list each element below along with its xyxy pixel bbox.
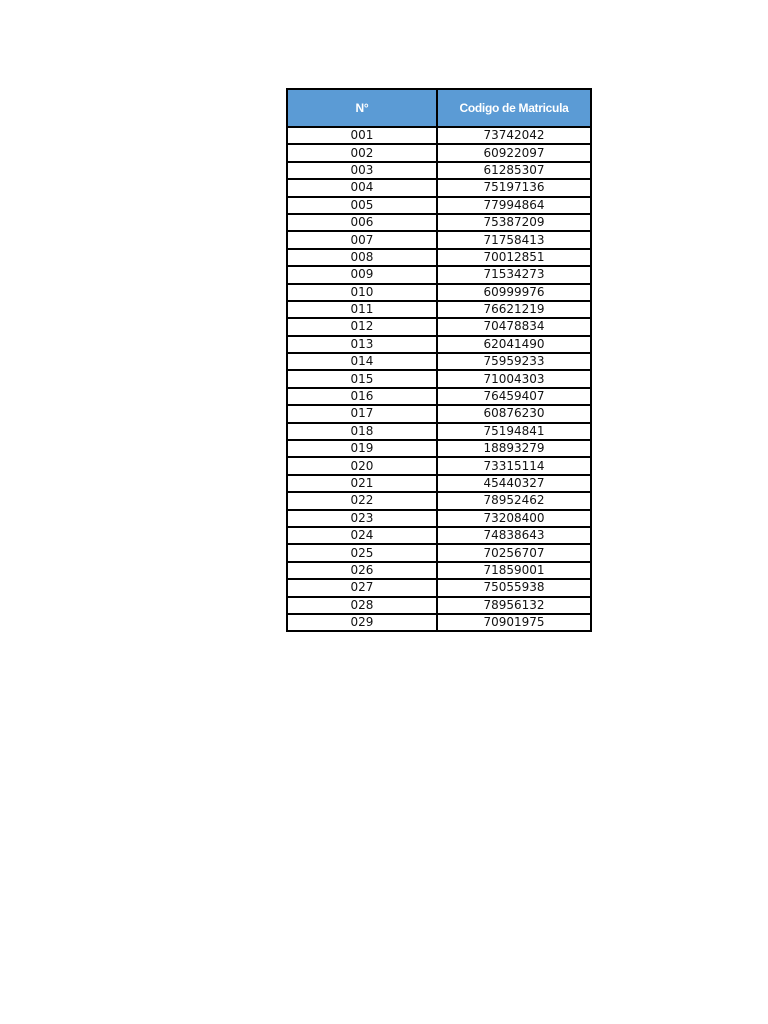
cell-number: 027 bbox=[287, 579, 437, 596]
cell-number: 021 bbox=[287, 475, 437, 492]
cell-enrollment-code: 70901975 bbox=[437, 614, 591, 631]
cell-enrollment-code: 75194841 bbox=[437, 423, 591, 440]
cell-enrollment-code: 61285307 bbox=[437, 162, 591, 179]
table-row bbox=[287, 370, 591, 387]
cell-enrollment-code: 60922097 bbox=[437, 144, 591, 161]
table-body bbox=[287, 127, 591, 631]
table-row bbox=[287, 423, 591, 440]
column-header-enrollment-code: Codigo de Matricula bbox=[437, 89, 591, 127]
table-row bbox=[287, 214, 591, 231]
cell-enrollment-code: 71859001 bbox=[437, 562, 591, 579]
cell-number: 023 bbox=[287, 510, 437, 527]
table-row bbox=[287, 336, 591, 353]
cell-number: 014 bbox=[287, 353, 437, 370]
cell-enrollment-code: 75959233 bbox=[437, 353, 591, 370]
cell-number: 025 bbox=[287, 544, 437, 561]
cell-enrollment-code: 70256707 bbox=[437, 544, 591, 561]
table-row bbox=[287, 544, 591, 561]
cell-enrollment-code: 77994864 bbox=[437, 197, 591, 214]
cell-number: 028 bbox=[287, 597, 437, 614]
cell-enrollment-code: 71004303 bbox=[437, 370, 591, 387]
cell-number: 020 bbox=[287, 457, 437, 474]
cell-number: 002 bbox=[287, 144, 437, 161]
cell-number: 008 bbox=[287, 249, 437, 266]
cell-number: 001 bbox=[287, 127, 437, 144]
cell-number: 013 bbox=[287, 336, 437, 353]
table-row bbox=[287, 579, 591, 596]
cell-number: 017 bbox=[287, 405, 437, 422]
table-row bbox=[287, 492, 591, 509]
cell-enrollment-code: 60876230 bbox=[437, 405, 591, 422]
table-row bbox=[287, 127, 591, 144]
cell-number: 024 bbox=[287, 527, 437, 544]
cell-number: 010 bbox=[287, 284, 437, 301]
table-row bbox=[287, 614, 591, 631]
table-row bbox=[287, 197, 591, 214]
table-row bbox=[287, 179, 591, 196]
cell-enrollment-code: 78952462 bbox=[437, 492, 591, 509]
enrollment-code-table bbox=[286, 88, 592, 632]
cell-enrollment-code: 75387209 bbox=[437, 214, 591, 231]
cell-number: 022 bbox=[287, 492, 437, 509]
cell-number: 003 bbox=[287, 162, 437, 179]
cell-enrollment-code: 74838643 bbox=[437, 527, 591, 544]
cell-enrollment-code: 76459407 bbox=[437, 388, 591, 405]
cell-enrollment-code: 70012851 bbox=[437, 249, 591, 266]
cell-enrollment-code: 75197136 bbox=[437, 179, 591, 196]
cell-enrollment-code: 71534273 bbox=[437, 266, 591, 283]
cell-enrollment-code: 45440327 bbox=[437, 475, 591, 492]
cell-enrollment-code: 73742042 bbox=[437, 127, 591, 144]
table-row bbox=[287, 301, 591, 318]
table-row bbox=[287, 318, 591, 335]
cell-number: 006 bbox=[287, 214, 437, 231]
cell-number: 018 bbox=[287, 423, 437, 440]
table-row bbox=[287, 510, 591, 527]
cell-enrollment-code: 78956132 bbox=[437, 597, 591, 614]
table-row bbox=[287, 388, 591, 405]
table-row bbox=[287, 266, 591, 283]
cell-enrollment-code: 75055938 bbox=[437, 579, 591, 596]
table-row bbox=[287, 231, 591, 248]
table-row bbox=[287, 249, 591, 266]
cell-number: 005 bbox=[287, 197, 437, 214]
table-row bbox=[287, 597, 591, 614]
table-row bbox=[287, 457, 591, 474]
column-header-number: N° bbox=[287, 89, 437, 127]
table-row bbox=[287, 144, 591, 161]
cell-number: 011 bbox=[287, 301, 437, 318]
cell-number: 019 bbox=[287, 440, 437, 457]
table-row bbox=[287, 405, 591, 422]
cell-number: 015 bbox=[287, 370, 437, 387]
cell-enrollment-code: 73315114 bbox=[437, 457, 591, 474]
cell-number: 026 bbox=[287, 562, 437, 579]
cell-enrollment-code: 60999976 bbox=[437, 284, 591, 301]
cell-enrollment-code: 76621219 bbox=[437, 301, 591, 318]
cell-number: 012 bbox=[287, 318, 437, 335]
table-row bbox=[287, 284, 591, 301]
cell-number: 007 bbox=[287, 231, 437, 248]
header-row bbox=[287, 89, 591, 127]
table-row bbox=[287, 527, 591, 544]
cell-enrollment-code: 71758413 bbox=[437, 231, 591, 248]
cell-enrollment-code: 62041490 bbox=[437, 336, 591, 353]
cell-number: 004 bbox=[287, 179, 437, 196]
table-row bbox=[287, 440, 591, 457]
table-row bbox=[287, 162, 591, 179]
table-row bbox=[287, 475, 591, 492]
cell-enrollment-code: 73208400 bbox=[437, 510, 591, 527]
cell-number: 009 bbox=[287, 266, 437, 283]
table-row bbox=[287, 353, 591, 370]
cell-number: 016 bbox=[287, 388, 437, 405]
table-header bbox=[287, 89, 591, 127]
cell-number: 029 bbox=[287, 614, 437, 631]
table-row bbox=[287, 562, 591, 579]
cell-enrollment-code: 70478834 bbox=[437, 318, 591, 335]
cell-enrollment-code: 18893279 bbox=[437, 440, 591, 457]
